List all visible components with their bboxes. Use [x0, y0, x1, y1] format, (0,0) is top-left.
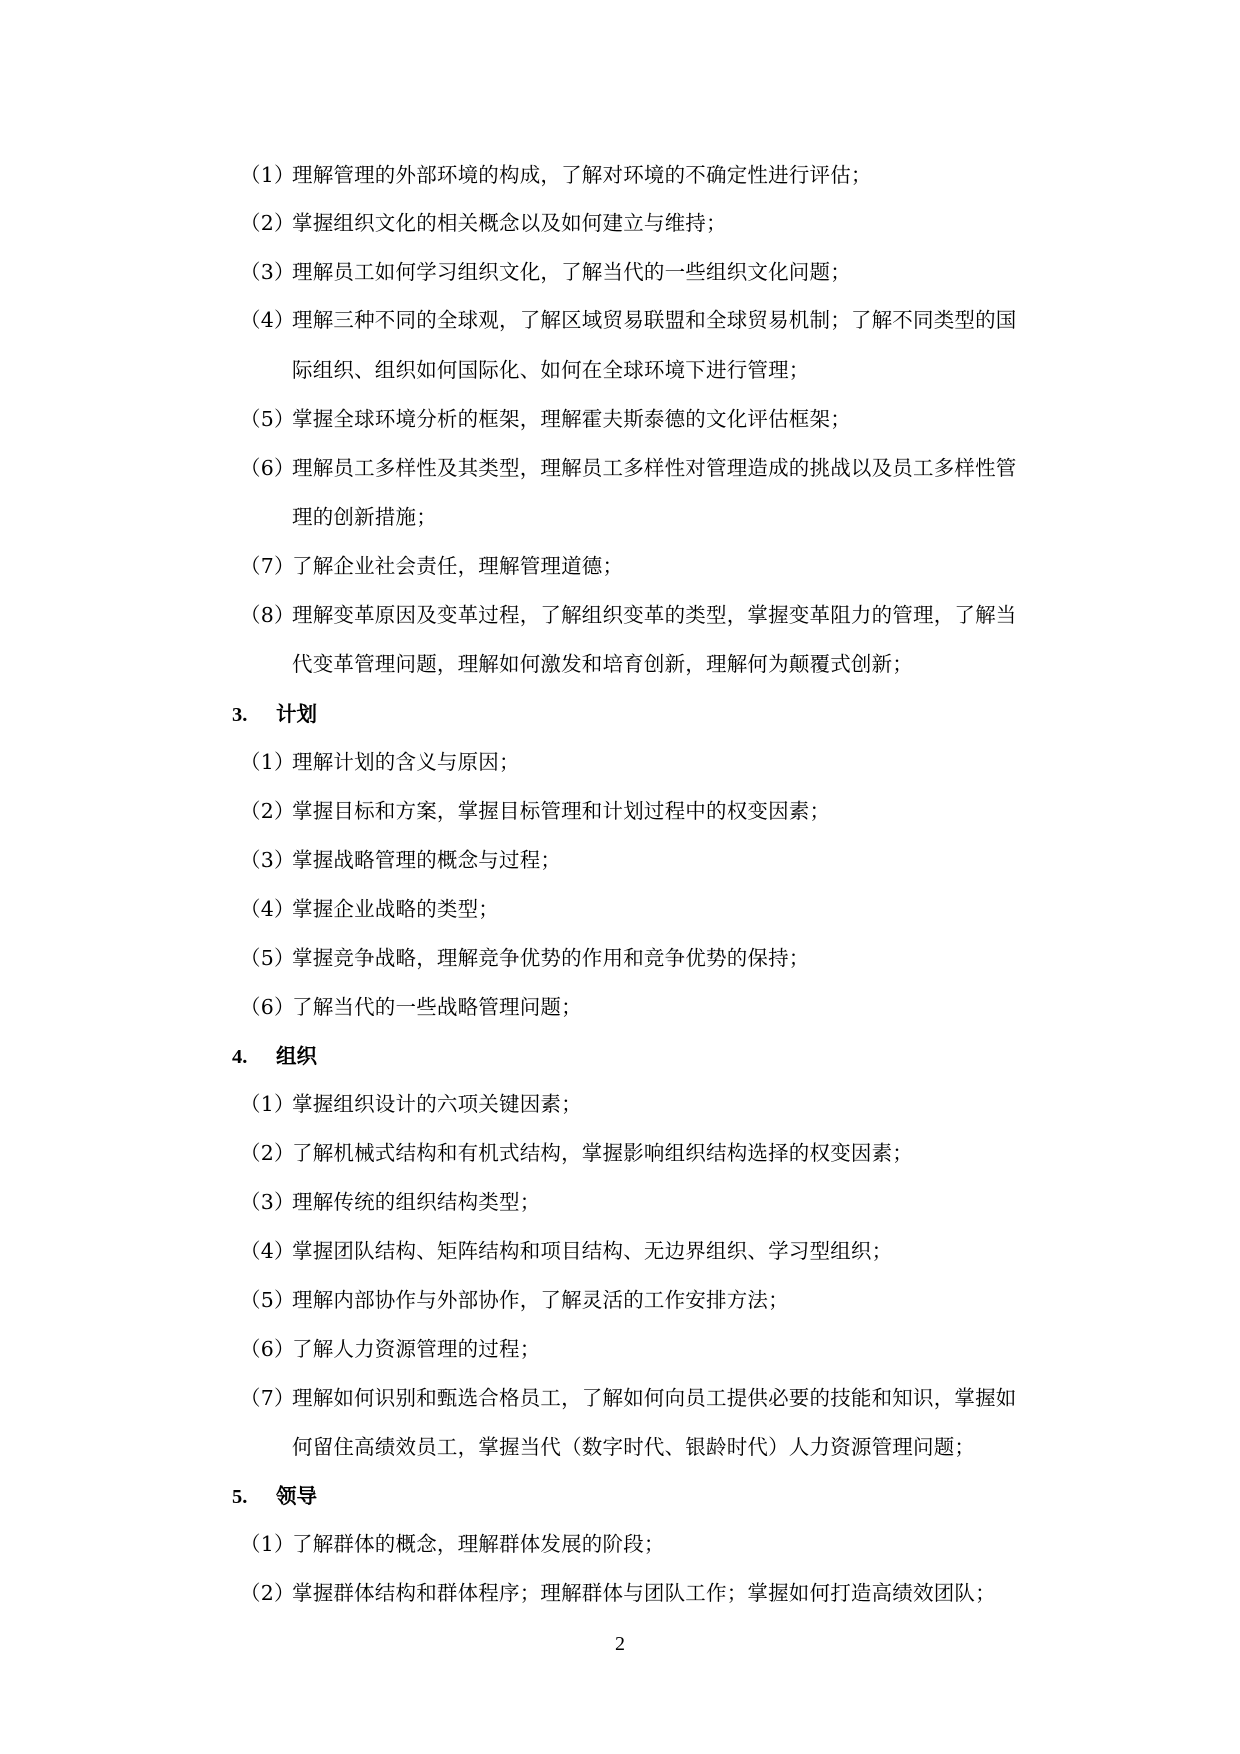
item-text: 掌握战略管理的概念与过程； [292, 848, 562, 872]
item-number: （2） [240, 799, 295, 823]
item-text: 掌握竞争战略，理解竞争优势的作用和竞争优势的保持； [292, 946, 810, 970]
item-text: 理解如何识别和甄选合格员工，了解如何向员工提供必要的技能和知识，掌握如 [292, 1386, 1017, 1410]
item-text-continuation: 何留住高绩效员工，掌握当代（数字时代、银龄时代）人力资源管理问题； [292, 1435, 976, 1459]
section-number: 4. [232, 1046, 248, 1068]
item-number: （1） [240, 163, 295, 187]
item-text: 掌握组织文化的相关概念以及如何建立与维持； [292, 211, 727, 235]
item-text-continuation: 代变革管理问题，理解如何激发和培育创新，理解何为颠覆式创新； [292, 652, 913, 676]
item-text: 了解机械式结构和有机式结构，掌握影响组织结构选择的权变因素； [292, 1141, 913, 1165]
item-text: 理解员工如何学习组织文化，了解当代的一些组织文化问题； [292, 260, 851, 284]
item-text: 了解当代的一些战略管理问题； [292, 995, 582, 1019]
item-number: （7） [240, 1386, 295, 1410]
item-number: （4） [240, 1239, 295, 1263]
item-number: （7） [240, 554, 295, 578]
item-text: 理解计划的含义与原因； [292, 750, 520, 774]
item-text: 掌握组织设计的六项关键因素； [292, 1092, 582, 1116]
item-text: 理解内部协作与外部协作，了解灵活的工作安排方法； [292, 1288, 789, 1312]
item-number: （5） [240, 946, 295, 970]
item-number: （6） [240, 1337, 295, 1361]
item-text: 掌握团队结构、矩阵结构和项目结构、无边界组织、学习型组织； [292, 1239, 893, 1263]
section-heading-planning [232, 700, 317, 729]
item-number: （3） [240, 260, 295, 284]
item-number: （1） [240, 1532, 295, 1556]
section-title: 组织 [276, 1044, 317, 1068]
item-number: （4） [240, 308, 295, 332]
item-text: 理解三种不同的全球观，了解区域贸易联盟和全球贸易机制；了解不同类型的国 [292, 308, 1017, 332]
item-number: （5） [240, 407, 295, 431]
item-text: 掌握目标和方案，掌握目标管理和计划过程中的权变因素； [292, 799, 831, 823]
item-text: 掌握全球环境分析的框架，理解霍夫斯泰德的文化评估框架； [292, 407, 851, 431]
item-number: （2） [240, 1141, 295, 1165]
item-number: （3） [240, 1190, 295, 1214]
section-title: 领导 [276, 1484, 317, 1508]
item-number: （2） [240, 211, 295, 235]
item-number: （3） [240, 848, 295, 872]
item-number: （1） [240, 1092, 295, 1116]
item-text: 了解人力资源管理的过程； [292, 1337, 541, 1361]
section-title: 计划 [276, 702, 317, 726]
item-text: 掌握群体结构和群体程序；理解群体与团队工作；掌握如何打造高绩效团队； [292, 1581, 996, 1605]
item-text-continuation: 际组织、组织如何国际化、如何在全球环境下进行管理； [292, 358, 810, 382]
item-text: 理解变革原因及变革过程，了解组织变革的类型，掌握变革阻力的管理，了解当 [292, 603, 1017, 627]
item-number: （2） [240, 1581, 295, 1605]
item-text: 理解传统的组织结构类型； [292, 1190, 541, 1214]
item-number: （1） [240, 750, 295, 774]
item-text: 了解企业社会责任，理解管理道德； [292, 554, 624, 578]
page-number: 2 [615, 1633, 625, 1655]
item-number: （5） [240, 1288, 295, 1312]
item-number: （8） [240, 603, 295, 627]
section-heading-organizing [232, 1042, 317, 1071]
section-number: 3. [232, 704, 248, 726]
item-text: 理解员工多样性及其类型，理解员工多样性对管理造成的挑战以及员工多样性管 [292, 456, 1017, 480]
item-text-continuation: 理的创新措施； [292, 505, 437, 529]
item-text: 理解管理的外部环境的构成，了解对环境的不确定性进行评估； [292, 163, 872, 187]
section-heading-leading [232, 1482, 317, 1511]
item-number: （6） [240, 456, 295, 480]
item-text: 掌握企业战略的类型； [292, 897, 499, 921]
item-text: 了解群体的概念，理解群体发展的阶段； [292, 1532, 665, 1556]
item-number: （4） [240, 897, 295, 921]
item-number: （6） [240, 995, 295, 1019]
section-number: 5. [232, 1486, 248, 1508]
